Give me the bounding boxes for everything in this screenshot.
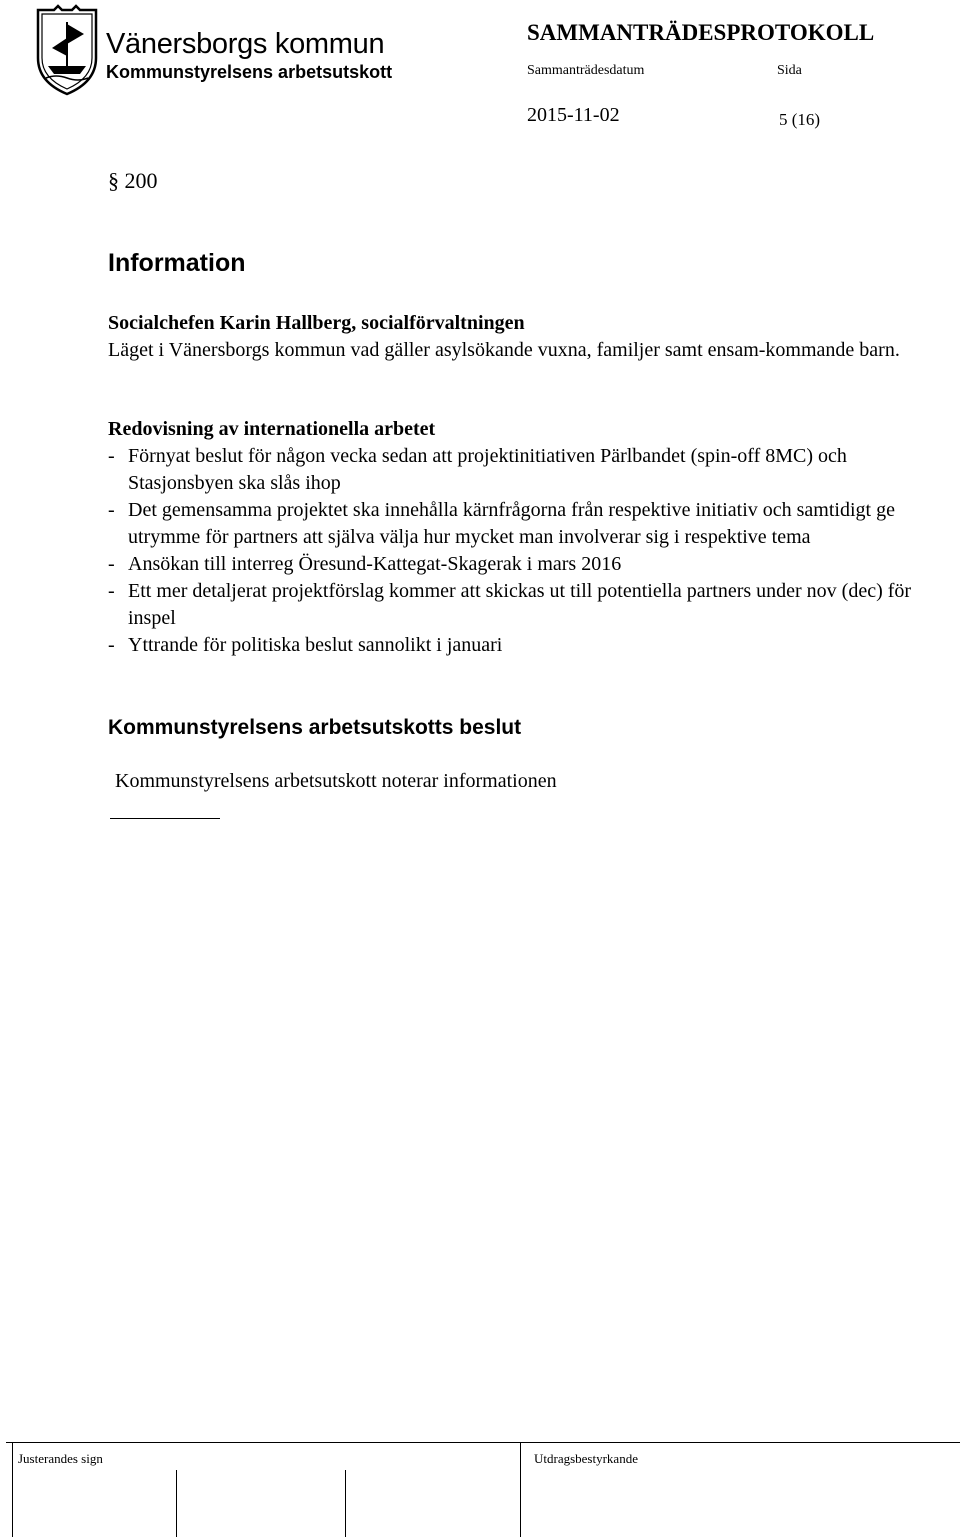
list-item <box>108 551 938 578</box>
paragraph1-heading: Socialchefen Karin Hallberg, socialförvaltningen <box>108 312 525 334</box>
municipality-crest-logo <box>34 4 100 96</box>
footer-column-line <box>176 1470 177 1537</box>
decision-heading: Kommunstyrelsens arbetsutskotts beslut <box>108 716 522 739</box>
list-item-text: Ett mer detaljerat projektförslag kommer att skickas ut till potentiella partners under nov (dec) för inspel <box>128 580 912 629</box>
list-item-text: Förnyat beslut för någon vecka sedan att projektinitiativen Pärlbandet (spin-off 8MC) och Stasjonsbyen ska slås ihop <box>128 445 847 494</box>
paragraph1-body: Läget i Vänersborgs kommun vad gäller asylsökande vuxna, familjer samt ensam-kommande barn. <box>108 339 900 361</box>
municipality-name: Vänersborgs kommun <box>106 28 385 60</box>
list-item-text: Yttrande för politiska beslut sannolikt i januari <box>128 634 503 656</box>
decision-underline <box>110 818 220 819</box>
footer-column-line <box>12 1442 13 1537</box>
decision-text: Kommunstyrelsens arbetsutskott noterar informationen <box>115 770 557 792</box>
list-item-text: Det gemensamma projektet ska innehålla kärnfrågorna från respektive initiativ och samtidigt ge utrymme för partners att själva välja hur mycket man involverar sig i respektive tema <box>128 499 895 548</box>
dash-bullet: - <box>108 499 115 521</box>
dash-bullet: - <box>108 553 115 575</box>
footer-column-line <box>345 1470 346 1537</box>
dash-bullet: - <box>108 445 115 467</box>
bullet-list <box>108 443 938 659</box>
committee-name: Kommunstyrelsens arbetsutskott <box>106 62 393 82</box>
footer-column-line <box>520 1442 521 1537</box>
section-number: § 200 <box>108 168 158 193</box>
list-item <box>108 578 938 632</box>
page-number: 5 (16) <box>779 110 821 129</box>
footer-divider <box>6 1442 960 1443</box>
list-item <box>108 632 938 659</box>
justification-sign-label: Justerandes sign <box>18 1451 103 1466</box>
list-item <box>108 443 938 497</box>
extract-certification-label: Utdragsbestyrkande <box>534 1451 638 1466</box>
dash-bullet: - <box>108 580 115 602</box>
meeting-date-label: Sammanträdesdatum <box>527 63 645 78</box>
page-label: Sida <box>777 63 802 78</box>
section-title: Information <box>108 249 246 277</box>
list-item-text: Ansökan till interreg Öresund-Kattegat-Skagerak i mars 2016 <box>128 553 622 575</box>
list-item <box>108 497 938 551</box>
document-type: SAMMANTRÄDESPROTOKOLL <box>527 20 875 45</box>
paragraph2-heading: Redovisning av internationella arbetet <box>108 418 436 440</box>
dash-bullet: - <box>108 634 115 656</box>
meeting-date: 2015-11-02 <box>527 104 620 126</box>
